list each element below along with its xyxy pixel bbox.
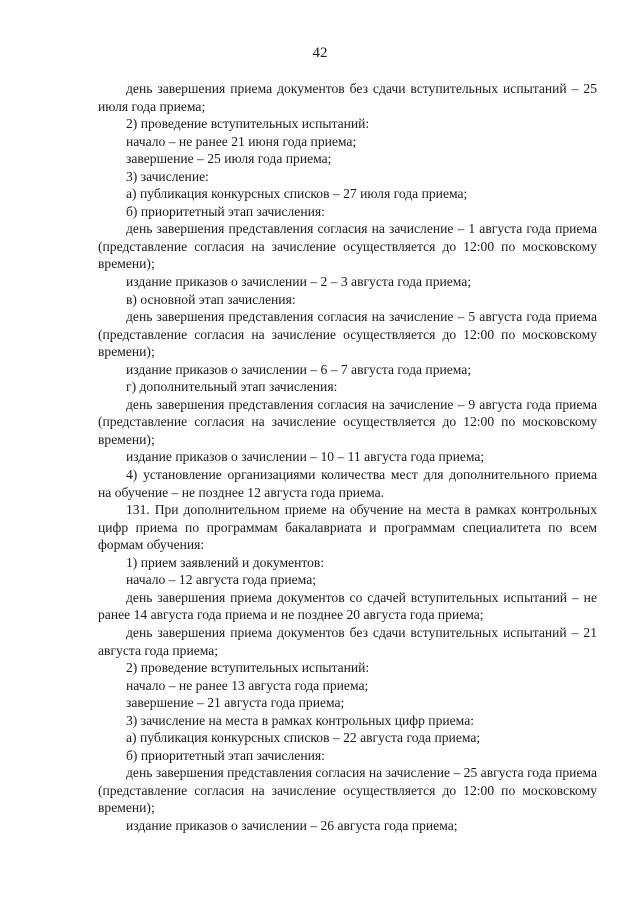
paragraph: завершение – 21 августа года приема; (126, 695, 345, 711)
paragraph: а) публикация конкурсных списков – 22 августа года приема; (126, 730, 481, 746)
paragraph: день завершения представления согласия на зачисление – 25 августа года приема (представление согласия на зачисление осуществляется до 12:00 по московскому времени); (98, 765, 597, 816)
paragraph: начало – 12 августа года приема; (126, 572, 317, 588)
paragraph: день завершения приема документов со сдачей вступительных испытаний – не ранее 14 августа года приема и не позднее 20 августа года приема; (98, 589, 597, 623)
paragraph: 1) прием заявлений и документов: (126, 554, 325, 570)
paragraph: издание приказов о зачислении – 6 – 7 августа года приема; (126, 361, 472, 377)
paragraph: 4) установление организациями количества мест для дополнительного приема на обучение – не позднее 12 августа года приема. (98, 467, 597, 500)
paragraph: б) приоритетный этап зачисления: (126, 203, 325, 219)
paragraph: начало – не ранее 13 августа года приема; (126, 677, 369, 693)
paragraph: издание приказов о зачислении – 2 – 3 августа года приема; (126, 274, 472, 290)
paragraph: 3) зачисление на места в рамках контрольных цифр приема: (126, 712, 475, 728)
paragraph: 3) зачисление: (126, 168, 209, 184)
paragraph: 2) проведение вступительных испытаний: (126, 660, 370, 676)
paragraph: день завершения приема документов без сдачи вступительных испытаний – 21 августа года приема; (98, 624, 597, 658)
paragraph: начало – не ранее 21 июня года приема; (126, 133, 357, 149)
paragraph: б) приоритетный этап зачисления: (126, 747, 325, 763)
paragraph: 2) проведение вступительных испытаний: (126, 116, 370, 132)
paragraph: 131. При дополнительном приеме на обучение на места в рамках контрольных цифр приема по программам бакалавриата и программам специалитета по всем формам обучения: (98, 502, 597, 553)
paragraph: издание приказов о зачислении – 26 августа года приема; (126, 817, 458, 833)
paragraph: день завершения приема документов без сдачи вступительных испытаний – 25 июля года приема; (98, 81, 597, 114)
page-number: 42 (312, 45, 328, 61)
paragraph: день завершения представления согласия на зачисление – 5 августа года приема (представление согласия на зачисление осуществляется до 12:00 по московскому времени); (98, 309, 597, 360)
paragraph: г) дополнительный этап зачисления: (126, 379, 338, 395)
paragraph: день завершения представления согласия на зачисление – 9 августа года приема (представление согласия на зачисление осуществляется до 12:00 по московскому времени); (98, 396, 597, 447)
paragraph: в) основной этап зачисления: (126, 291, 296, 307)
paragraph: а) публикация конкурсных списков – 27 июля года приема; (126, 186, 468, 202)
paragraph: день завершения представления согласия на зачисление – 1 августа года приема (представление согласия на зачисление осуществляется до 12:00 по московскому времени); (98, 221, 597, 272)
paragraph: издание приказов о зачислении – 10 – 11 августа года приема; (126, 449, 485, 465)
document-body (98, 80, 597, 835)
paragraph: завершение – 25 июля года приема; (126, 151, 332, 167)
